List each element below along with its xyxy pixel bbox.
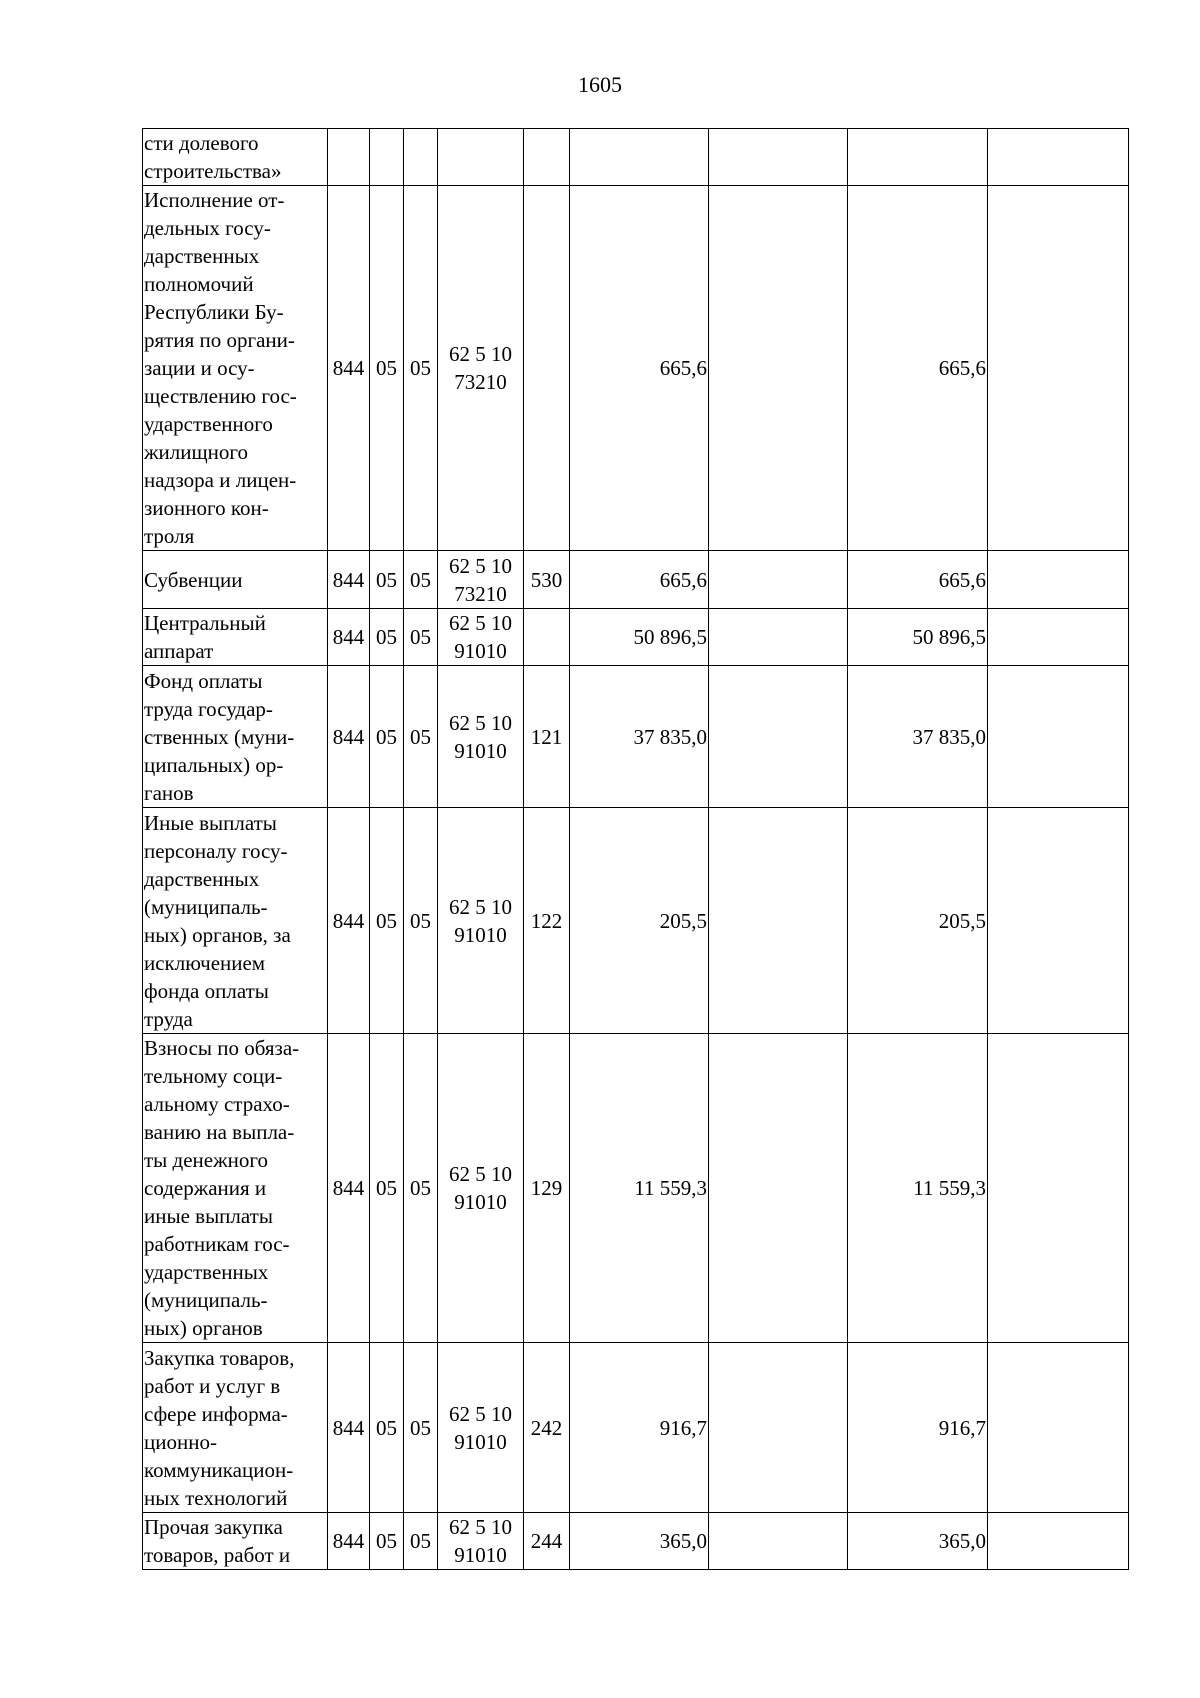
expense-type-cell: 121	[524, 666, 570, 808]
amount-total-cell: 50 896,5	[570, 609, 709, 666]
row-name-cell: Субвенции	[143, 551, 328, 609]
amount-total-cell: 205,5	[570, 808, 709, 1034]
section-code-cell	[370, 129, 404, 186]
grbs-code-cell: 844	[328, 1513, 370, 1570]
amount-other-cell	[988, 609, 1129, 666]
row-name-cell: Прочая закупка товаров, работ и	[143, 1513, 328, 1570]
section-code-cell: 05	[370, 808, 404, 1034]
amount-other-cell	[988, 186, 1129, 551]
grbs-code-cell: 844	[328, 666, 370, 808]
amount-total-cell: 665,6	[570, 551, 709, 609]
amount-federal-cell	[709, 609, 848, 666]
grbs-code-cell: 844	[328, 808, 370, 1034]
subsection-code-cell: 05	[404, 1034, 438, 1343]
target-article-cell: 62 5 10 91010	[438, 609, 524, 666]
amount-federal-cell	[709, 666, 848, 808]
amount-regional-cell: 665,6	[848, 551, 988, 609]
amount-other-cell	[988, 1034, 1129, 1343]
amount-federal-cell	[709, 551, 848, 609]
target-article-cell	[438, 129, 524, 186]
amount-total-cell: 365,0	[570, 1513, 709, 1570]
expense-type-cell: 244	[524, 1513, 570, 1570]
subsection-code-cell	[404, 129, 438, 186]
amount-other-cell	[988, 1343, 1129, 1513]
grbs-code-cell: 844	[328, 609, 370, 666]
target-article-cell: 62 5 10 73210	[438, 186, 524, 551]
amount-federal-cell	[709, 1034, 848, 1343]
amount-regional-cell: 205,5	[848, 808, 988, 1034]
expense-type-cell: 129	[524, 1034, 570, 1343]
amount-regional-cell: 916,7	[848, 1343, 988, 1513]
row-name-cell: Закупка товаров, работ и услуг в сфере информа- ционно- коммуникацион- ных технологий	[143, 1343, 328, 1513]
subsection-code-cell: 05	[404, 666, 438, 808]
section-code-cell: 05	[370, 186, 404, 551]
table-row	[143, 1513, 1129, 1570]
grbs-code-cell: 844	[328, 1034, 370, 1343]
target-article-cell: 62 5 10 91010	[438, 1513, 524, 1570]
table-row	[143, 551, 1129, 609]
target-article-cell: 62 5 10 73210	[438, 551, 524, 609]
table-row	[143, 1034, 1129, 1343]
row-name-cell: Фонд оплаты труда государ- ственных (муни- ципальных) ор- ганов	[143, 666, 328, 808]
amount-regional-cell: 50 896,5	[848, 609, 988, 666]
table-row	[143, 609, 1129, 666]
row-name-cell: Взносы по обяза- тельному соци- альному страхо- ванию на выпла- ты денежного содержания и иные выплаты работникам гос- ударственных (муниципаль- ных) органов	[143, 1034, 328, 1343]
expense-type-cell	[524, 609, 570, 666]
amount-regional-cell: 11 559,3	[848, 1034, 988, 1343]
subsection-code-cell: 05	[404, 808, 438, 1034]
subsection-code-cell: 05	[404, 186, 438, 551]
amount-federal-cell	[709, 1513, 848, 1570]
grbs-code-cell: 844	[328, 551, 370, 609]
amount-other-cell	[988, 808, 1129, 1034]
amount-total-cell	[570, 129, 709, 186]
table-body	[143, 129, 1129, 1570]
table-row	[143, 1343, 1129, 1513]
amount-other-cell	[988, 129, 1129, 186]
amount-other-cell	[988, 551, 1129, 609]
amount-federal-cell	[709, 808, 848, 1034]
table-row	[143, 129, 1129, 186]
amount-total-cell: 916,7	[570, 1343, 709, 1513]
amount-total-cell: 37 835,0	[570, 666, 709, 808]
grbs-code-cell: 844	[328, 1343, 370, 1513]
table-row	[143, 186, 1129, 551]
row-name-cell: Исполнение от- дельных госу- дарственных полномочий Республики Бу- рятия по органи- зации и осу- ществлению гос- ударственного жилищного надзора и лицен- зионного кон- троля	[143, 186, 328, 551]
amount-regional-cell	[848, 129, 988, 186]
subsection-code-cell: 05	[404, 551, 438, 609]
subsection-code-cell: 05	[404, 609, 438, 666]
target-article-cell: 62 5 10 91010	[438, 1034, 524, 1343]
budget-table	[142, 128, 1129, 1570]
amount-regional-cell: 665,6	[848, 186, 988, 551]
amount-regional-cell: 37 835,0	[848, 666, 988, 808]
section-code-cell: 05	[370, 1513, 404, 1570]
subsection-code-cell: 05	[404, 1343, 438, 1513]
amount-federal-cell	[709, 186, 848, 551]
amount-federal-cell	[709, 129, 848, 186]
expense-type-cell: 122	[524, 808, 570, 1034]
amount-other-cell	[988, 1513, 1129, 1570]
target-article-cell: 62 5 10 91010	[438, 808, 524, 1034]
section-code-cell: 05	[370, 666, 404, 808]
section-code-cell: 05	[370, 1343, 404, 1513]
expense-type-cell: 530	[524, 551, 570, 609]
section-code-cell: 05	[370, 1034, 404, 1343]
row-name-cell: Иные выплаты персоналу госу- дарственных (муниципаль- ных) органов, за исключением фонда оплаты труда	[143, 808, 328, 1034]
grbs-code-cell	[328, 129, 370, 186]
target-article-cell: 62 5 10 91010	[438, 1343, 524, 1513]
amount-total-cell: 11 559,3	[570, 1034, 709, 1343]
amount-other-cell	[988, 666, 1129, 808]
row-name-cell: Центральный аппарат	[143, 609, 328, 666]
amount-federal-cell	[709, 1343, 848, 1513]
amount-regional-cell: 365,0	[848, 1513, 988, 1570]
expense-type-cell	[524, 186, 570, 551]
expense-type-cell	[524, 129, 570, 186]
section-code-cell: 05	[370, 551, 404, 609]
expense-type-cell: 242	[524, 1343, 570, 1513]
section-code-cell: 05	[370, 609, 404, 666]
target-article-cell: 62 5 10 91010	[438, 666, 524, 808]
grbs-code-cell: 844	[328, 186, 370, 551]
table-row	[143, 666, 1129, 808]
page-number: 1605	[578, 72, 622, 97]
amount-total-cell: 665,6	[570, 186, 709, 551]
row-name-cell: сти долевого строительства»	[143, 129, 328, 186]
subsection-code-cell: 05	[404, 1513, 438, 1570]
table-row	[143, 808, 1129, 1034]
